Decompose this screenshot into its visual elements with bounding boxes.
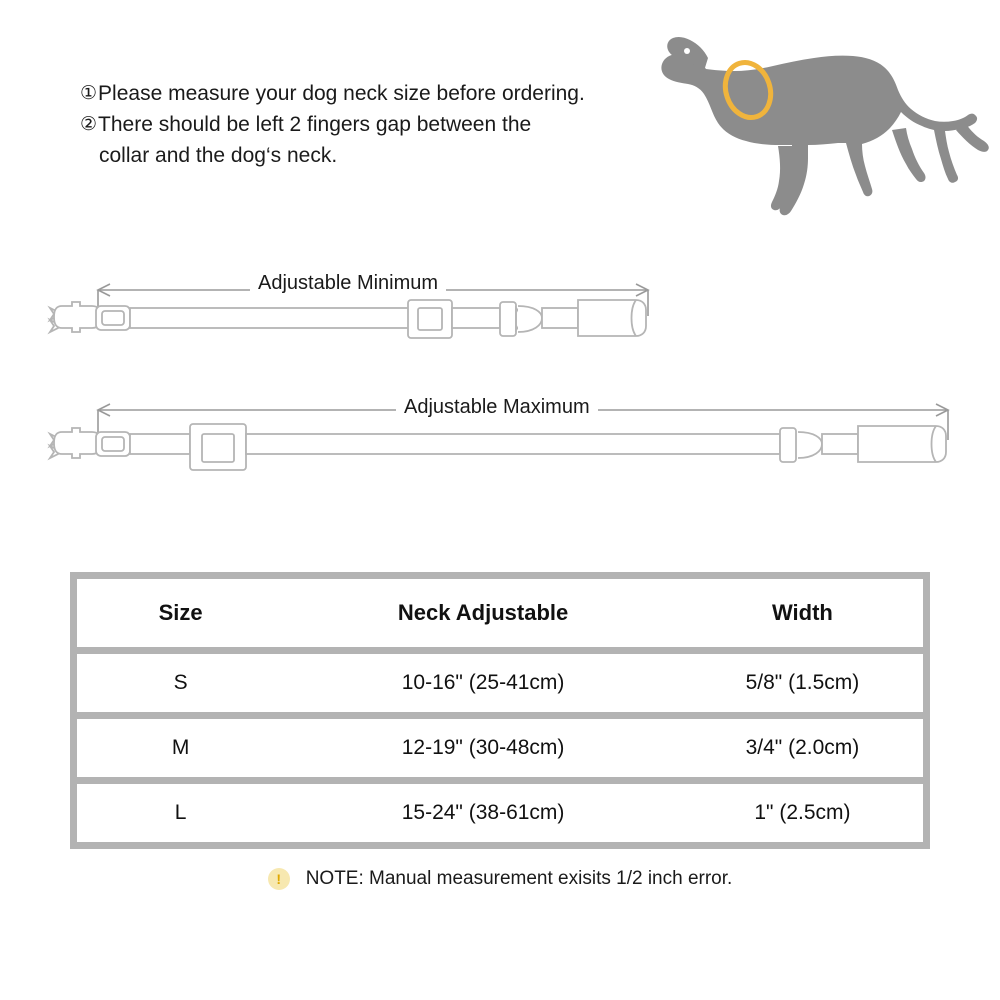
cell-neck: 15-24" (38-61cm) (401, 801, 565, 824)
collar-minimum-diagram (40, 262, 970, 372)
cell-neck: 12-19" (30-48cm) (401, 736, 565, 759)
instructions-block (80, 78, 680, 171)
adjustable-maximum-label: Adjustable Maximum (396, 396, 598, 419)
table-row (77, 654, 923, 712)
cell-size: L (174, 801, 187, 824)
note-row (0, 868, 1000, 890)
cell-width: 1" (2.5cm) (754, 801, 851, 824)
exclamation-icon: ! (268, 868, 290, 890)
table-row (77, 784, 923, 842)
cell-width: 3/4" (2.0cm) (745, 736, 860, 759)
table-header-width: Width (771, 600, 833, 625)
collar-max-illustration (50, 424, 946, 470)
table-header-neck: Neck Adjustable (397, 600, 569, 625)
adjustable-minimum-label: Adjustable Minimum (250, 272, 446, 295)
instruction-text-1: Please measure your dog neck size before ordering. (98, 82, 585, 105)
table-row (77, 719, 923, 777)
collar-min-illustration (50, 300, 646, 338)
cell-neck: 10-16" (25-41cm) (401, 671, 565, 694)
instruction-number-1: ① (80, 83, 98, 104)
dog-body-shape (661, 37, 988, 215)
table-header-size: Size (158, 600, 203, 625)
cell-size: S (173, 671, 188, 694)
note-text: NOTE: Manual measurement exisits 1/2 inch error. (305, 868, 733, 889)
cell-size: M (171, 736, 190, 759)
instruction-text-2-continued: collar and the dog‘s neck. (99, 144, 338, 167)
size-chart-table (70, 572, 930, 849)
instruction-item-1 (80, 78, 680, 109)
table-header-row (77, 579, 923, 647)
instruction-item-2 (80, 109, 680, 140)
dog-illustration (660, 18, 990, 233)
instruction-number-2: ② (80, 114, 98, 135)
cell-width: 5/8" (1.5cm) (745, 671, 860, 694)
instruction-text-2: There should be left 2 fingers gap between the (98, 113, 532, 136)
